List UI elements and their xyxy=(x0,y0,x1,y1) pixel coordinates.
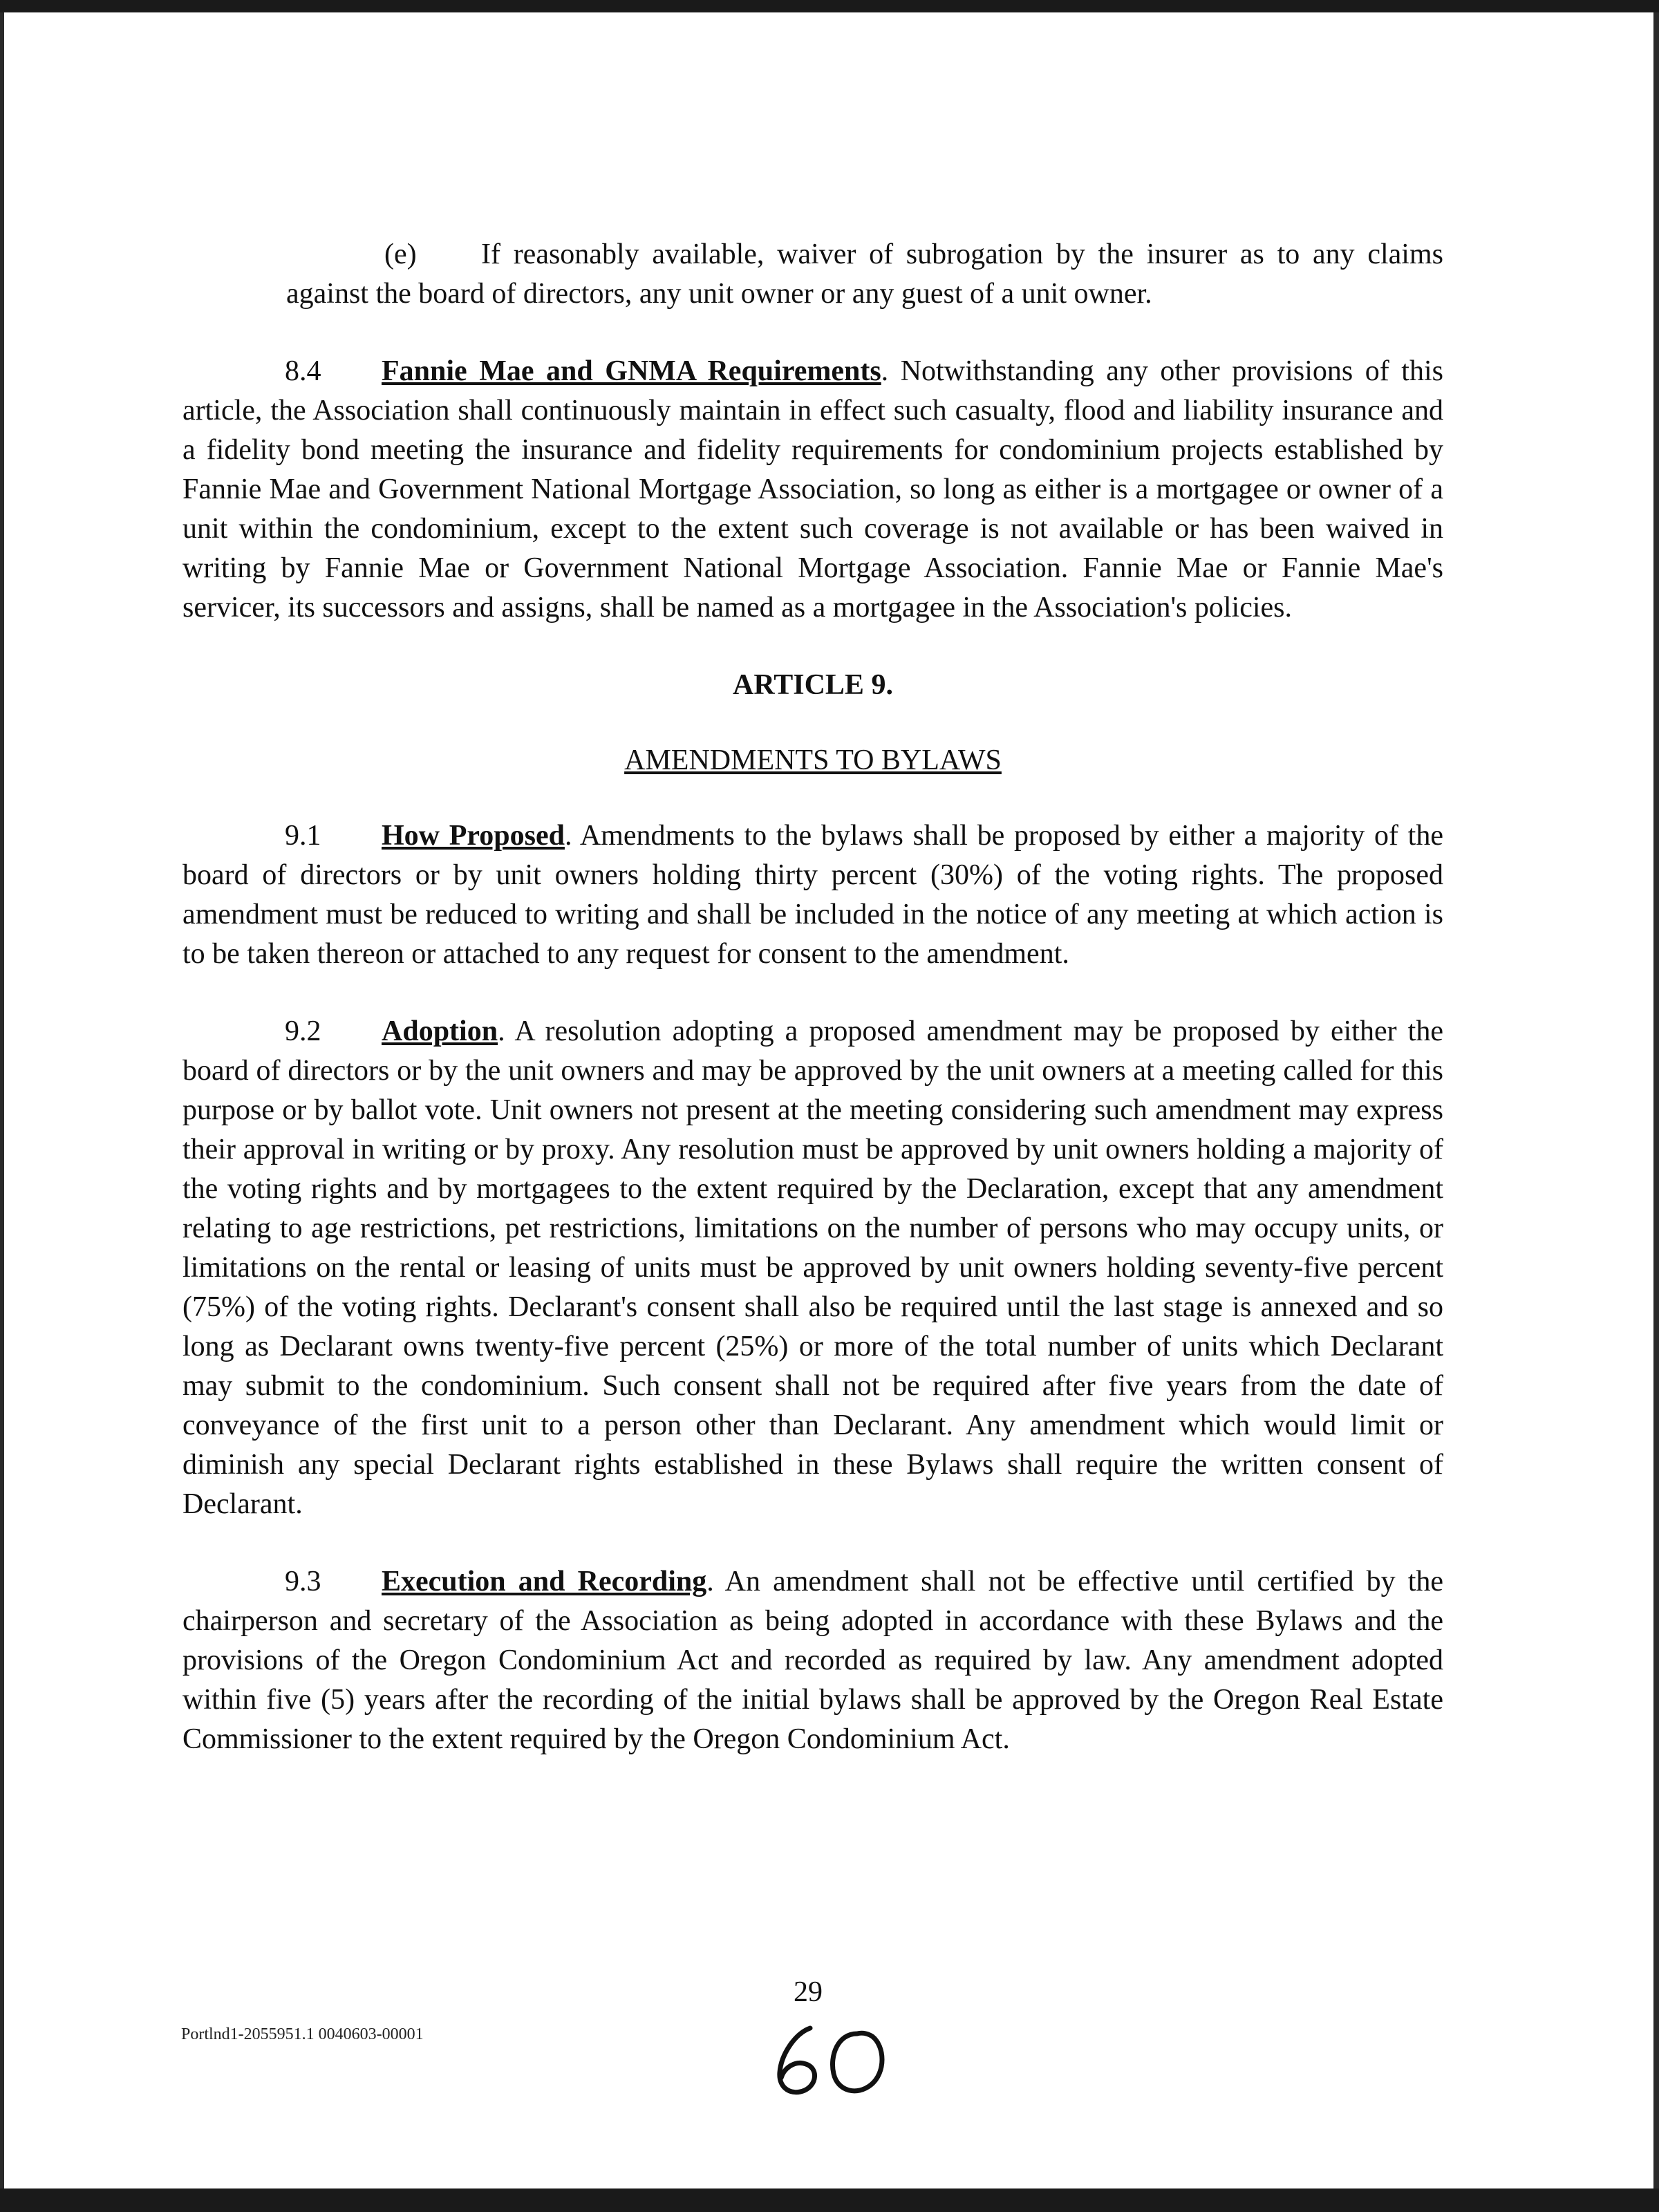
scan-border-top xyxy=(0,0,1659,12)
handwritten-digit-6 xyxy=(780,2028,815,2092)
section-9-2-number: 9.2 xyxy=(285,1015,321,1047)
section-8-4-heading: Fannie Mae and GNMA Requirements xyxy=(382,355,881,387)
page-number: 29 xyxy=(794,1976,823,2008)
section-9-3-number: 9.3 xyxy=(285,1566,321,1597)
article-title: AMENDMENTS TO BYLAWS xyxy=(624,744,1002,776)
document-code: Portlnd1-2055951.1 0040603-00001 xyxy=(181,2025,424,2043)
section-9-1 xyxy=(182,816,1443,974)
section-9-3 xyxy=(182,1562,1443,1759)
section-9-1-number: 9.1 xyxy=(285,820,321,852)
subsection-e xyxy=(286,235,1443,314)
handwritten-page-number xyxy=(767,2018,899,2101)
document-body xyxy=(182,235,1443,1797)
section-9-1-heading: How Proposed xyxy=(382,820,565,852)
subsection-e-text: If reasonably available, waiver of subrogation by the insurer as to any claims against the board of directors, any unit owner or any guest of a unit owner. xyxy=(286,238,1443,310)
subsection-e-label: (e) xyxy=(384,238,417,270)
scan-border-bottom xyxy=(0,2188,1659,2212)
section-9-2-text: . A resolution adopting a proposed amendment may be proposed by either the board of directors or by the unit owners and may be approved by the unit owners at a meeting called for this purpose or by ballot vote. Unit owners not present at the meeting considering such amendment may express their approval in writing or by proxy. Any resolution must be approved by unit owners holding a majority of the voting rights and by mortgagees to the extent required by the Declaration, except that any amendment relating to age restrictions, pet restrictions, limitations on the number of persons who may occupy units, or limitations on the rental or leasing of units must be approved by unit owners holding seventy-five percent (75%) of the voting rights. Declarant's consent shall also be required until the last stage is annexed and so long as Declarant owns twenty-five percent (25%) or more of the total number of units which Declarant may submit to the condominium. Such consent shall not be required after five years from the date of conveyance of the first unit to a person other than Declarant. Any amendment which would limit or diminish any special Declarant rights established in these Bylaws shall require the written consent of Declarant. xyxy=(182,1015,1443,1520)
section-9-3-text: . An amendment shall not be effective until certified by the chairperson and secretary of the Association as being adopted in accordance with these Bylaws and the provisions of the Oregon Condominium Act and recorded as required by law. Any amendment adopted within five (5) years after the recording of the initial bylaws shall be approved by the Oregon Real Estate Commissioner to the extent required by the Oregon Condominium Act. xyxy=(182,1566,1444,1755)
article-label: ARTICLE 9. xyxy=(733,669,893,701)
scan-border-right xyxy=(1653,12,1659,2188)
section-9-2-heading: Adoption xyxy=(382,1015,498,1047)
section-9-1-text: . Amendments to the bylaws shall be proposed by either a majority of the board of directors or by unit owners holding thirty percent (30%) of the voting rights. The proposed amendment must be reduced to writing and shall be included in the notice of any meeting at which action is to be taken thereon or attached to any request for consent to the amendment. xyxy=(182,820,1443,970)
handwritten-digit-0 xyxy=(832,2033,882,2091)
section-8-4-number: 8.4 xyxy=(285,355,321,387)
section-9-2 xyxy=(182,1012,1443,1524)
section-9-3-heading: Execution and Recording xyxy=(382,1566,707,1597)
scan-border-left xyxy=(0,12,4,2188)
section-8-4-text: . Notwithstanding any other provisions of this article, the Association shall continuously maintain in effect such casualty, flood and liability insurance and a fidelity bond meeting the insurance and fidelity requirements for condominium projects established by Fannie Mae and Government National Mortgage Association, so long as either is a mortgagee or owner of a unit within the condominium, except to the extent such coverage is not available or has been waived in writing by Fannie Mae or Government National Mortgage Association. Fannie Mae or Fannie Mae's servicer, its successors and assigns, shall be named as a mortgagee in the Association's policies. xyxy=(182,355,1443,624)
section-8-4 xyxy=(182,352,1443,628)
